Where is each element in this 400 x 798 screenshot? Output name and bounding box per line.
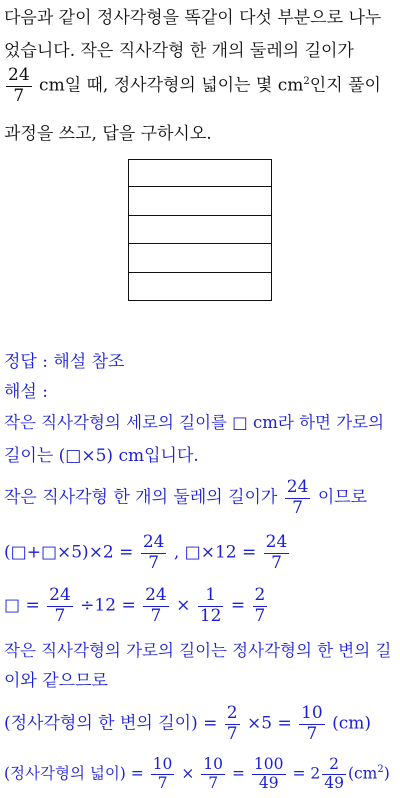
- answer-label: 정답 : 해설 참조: [4, 352, 125, 372]
- strip: [128, 159, 272, 187]
- solution-line-4: □ = $\frac{24}{7}$ ÷12 = $\frac{24}{7}$ × $\frac{1}{12}$ = $\frac{2}{7}$: [4, 585, 266, 626]
- solution-label: 해설 :: [4, 382, 48, 402]
- solution-line-1a: 작은 직사각형의 세로의 길이를 □ cm라 하면 가로의: [4, 413, 385, 432]
- solution-line-1b: 길이는 (□×5) cm입니다.: [4, 446, 199, 466]
- solution-line-3: (□+□×5)×2 = $\frac{24}{7}$ , □×12 = $\frac{24}{7}$: [4, 532, 288, 573]
- solution-line-2: 작은 직사각형 한 개의 둘레의 길이가 $\frac{24}{7}$ 이므로: [4, 477, 368, 518]
- solution-line-7: (정사각형의 넓이) = $\frac{10}{7}$ × $\frac{10}{7}$ = $\frac{100}{49}$ = 2 $\frac{2}{49}$ $(cm^2)$: [4, 755, 390, 792]
- problem-line-3: $\frac{24}{7}$ cm일 때, 정사각형의 넓이는 몇 $cm^2$인지 풀이: [8, 65, 381, 106]
- strip: [128, 216, 272, 244]
- strip: [128, 244, 272, 272]
- problem-line-1: 다음과 같이 정사각형을 똑같이 다섯 부분으로 나누: [4, 8, 382, 28]
- solution-line-5a: 작은 직사각형의 가로의 길이는 정사각형의 한 변의 길: [4, 641, 392, 660]
- strip: [128, 187, 272, 215]
- solution-line-6: (정사각형의 한 변의 길이) = $\frac{2}{7}$ ×5 = $\frac{10}{7}$ (cm): [4, 703, 372, 744]
- strip: [128, 273, 272, 301]
- fraction: $\frac{24}{7}$: [8, 65, 30, 106]
- problem-line-4: 과정을 쓰고, 답을 구하시오.: [4, 124, 212, 144]
- square-divided-figure: [128, 159, 272, 301]
- problem-line-2: 었습니다. 작은 직사각형 한 개의 둘레의 길이가: [4, 41, 354, 61]
- solution-line-5b: 이와 같으므로: [4, 671, 108, 691]
